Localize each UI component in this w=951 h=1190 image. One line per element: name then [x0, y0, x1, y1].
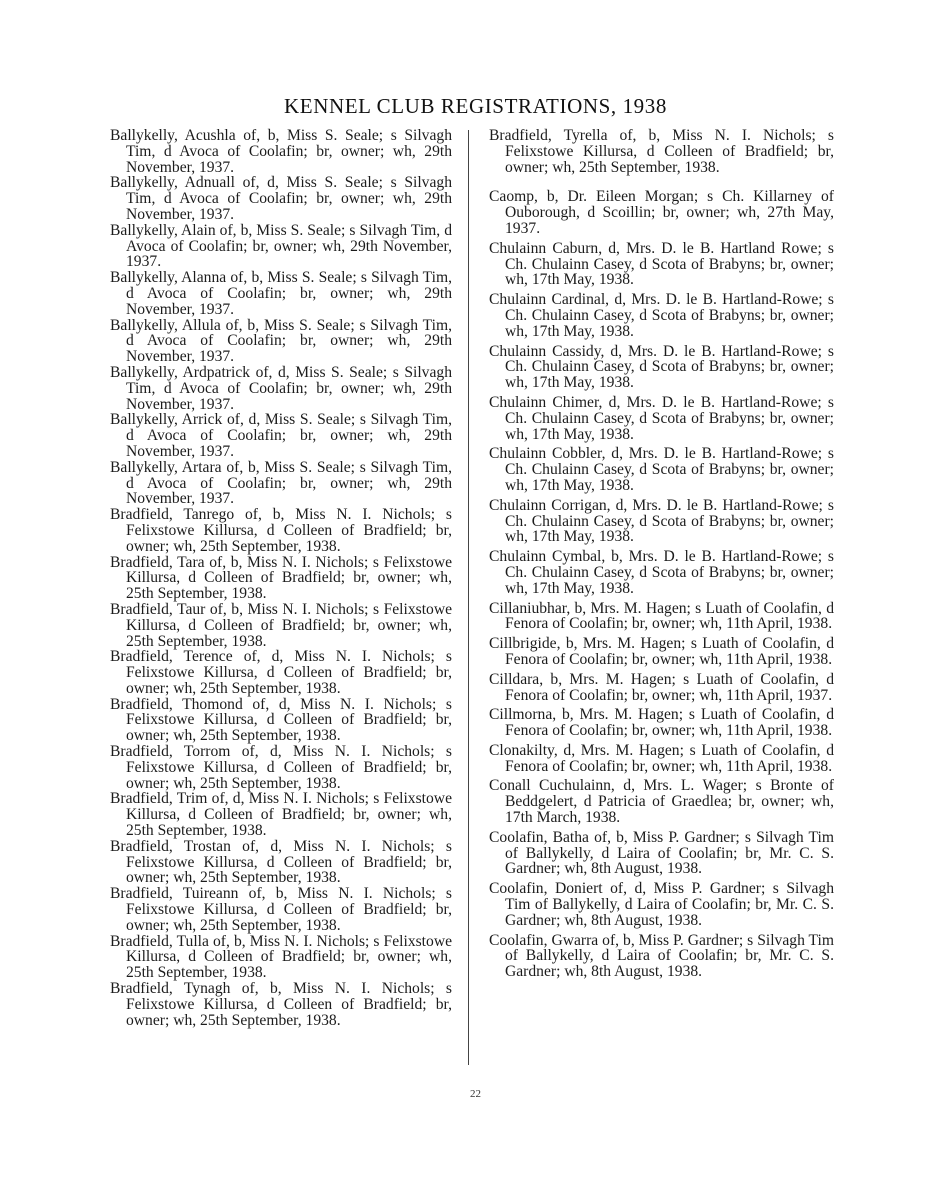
page-title: KENNEL CLUB REGISTRATIONS, 1938 [284, 94, 667, 118]
registration-entry: Chulainn Chimer, d, Mrs. D. le B. Hartland-Rowe; s Ch. Chulainn Casey, d Scota of Brabyns; br, owner; wh, 17th May, 1938. [489, 393, 834, 443]
registration-entry: Ballykelly, Artara of, b, Miss S. Seale; s Silvagh Tim, d Avoca of Coolafin; br, owner; wh, 29th November, 1937. [110, 458, 452, 508]
registration-entry: Chulainn Cassidy, d, Mrs. D. le B. Hartland-Rowe; s Ch. Chulainn Casey, d Scota of Brabyns; br, owner; wh, 17th May, 1938. [489, 342, 834, 392]
left-column [110, 128, 452, 1028]
registration-entry: Cillaniubhar, b, Mrs. M. Hagen; s Luath of Coolafin, d Fenora of Coolafin; br, owner; wh, 11th April, 1938. [489, 599, 834, 633]
registration-entry: Chulainn Caburn, d, Mrs. D. le B. Hartland Rowe; s Ch. Chulainn Casey, d Scota of Brabyns; br, owner; wh, 17th May, 1938. [489, 239, 834, 289]
registration-entry: Bradfield, Tyrella of, b, Miss N. I. Nichols; s Felixstowe Killursa, d Colleen of Bradfield; br, owner; wh, 25th September, 1938. [489, 127, 834, 176]
registration-entry: Coolafin, Gwarra of, b, Miss P. Gardner; s Silvagh Tim of Ballykelly, d Laira of Coolafin; br, Mr. C. S. Gardner; wh, 8th August, 1938. [489, 931, 834, 981]
registration-entry: Bradfield, Tanrego of, b, Miss N. I. Nichols; s Felixstowe Killursa, d Colleen of Bradfield; br, owner; wh, 25th September, 1938. [110, 506, 452, 555]
right-column [489, 128, 834, 984]
registration-entry: Bradfield, Tara of, b, Miss N. I. Nichols; s Felixstowe Killursa, d Colleen of Bradfield; br, owner; wh, 25th September, 1938. [110, 553, 452, 603]
registration-entry: Chulainn Corrigan, d, Mrs. D. le B. Hartland-Rowe; s Ch. Chulainn Casey, d Scota of Brabyns; br, owner; wh, 17th May, 1938. [489, 496, 834, 546]
registration-entry: Bradfield, Thomond of, d, Miss N. I. Nichols; s Felixstowe Killursa, d Colleen of Bradfield; br, owner; wh, 25th September, 1938. [110, 695, 452, 745]
registration-entry: Bradfield, Torrom of, d, Miss N. I. Nichols; s Felixstowe Killursa, d Colleen of Bradfield; br, owner; wh, 25th September, 1938. [110, 743, 452, 792]
registration-entry: Chulainn Cymbal, b, Mrs. D. le B. Hartland-Rowe; s Ch. Chulainn Casey, d Scota of Brabyns; br, owner; wh, 17th May, 1938. [489, 548, 834, 597]
registration-entry: Ballykelly, Alain of, b, Miss S. Seale; s Silvagh Tim, d Avoca of Coolafin; br, owner; wh, 29th November, 1937. [110, 221, 452, 271]
registration-entry: Bradfield, Terence of, d, Miss N. I. Nichols; s Felixstowe Killursa, d Colleen of Bradfield; br, owner; wh, 25th September, 1938. [110, 648, 452, 697]
registration-entry: Bradfield, Trim of, d, Miss N. I. Nichols; s Felixstowe Killursa, d Colleen of Bradfield; br, owner; wh, 25th September, 1938. [110, 790, 452, 840]
page-number: 22 [470, 1088, 481, 1100]
registration-entry: Chulainn Cardinal, d, Mrs. D. le B. Hartland-Rowe; s Ch. Chulainn Casey, d Scota of Brabyns; br, owner; wh, 17th May, 1938. [489, 291, 834, 340]
registration-entry: Chulainn Cobbler, d, Mrs. D. le B. Hartland-Rowe; s Ch. Chulainn Casey, d Scota of Brabyns; br, owner; wh, 17th May, 1938. [489, 445, 834, 494]
registration-entry: Ballykelly, Arrick of, d, Miss S. Seale; s Silvagh Tim, d Avoca of Coolafin; br, owner; wh, 29th November, 1937. [110, 411, 452, 460]
registration-entry: Cillmorna, b, Mrs. M. Hagen; s Luath of Coolafin, d Fenora of Coolafin; br, owner; wh, 11th April, 1938. [489, 706, 834, 740]
registration-entry: Bradfield, Tulla of, b, Miss N. I. Nichols; s Felixstowe Killursa, d Colleen of Bradfield; br, owner; wh, 25th September, 1938. [110, 932, 452, 982]
registration-entry: Bradfield, Taur of, b, Miss N. I. Nichols; s Felixstowe Killursa, d Colleen of Bradfield; br, owner; wh, 25th September, 1938. [110, 600, 452, 650]
registration-entry: Ballykelly, Adnuall of, d, Miss S. Seale; s Silvagh Tim, d Avoca of Coolafin; br, owner; wh, 29th November, 1937. [110, 174, 452, 223]
registration-entry: Bradfield, Tynagh of, b, Miss N. I. Nichols; s Felixstowe Killursa, d Colleen of Bradfield; br, owner; wh, 25th September, 1938. [110, 980, 452, 1029]
registration-entry: Coolafin, Doniert of, d, Miss P. Gardner; s Silvagh Tim of Ballykelly, d Laira of Coolafin; br, Mr. C. S. Gardner; wh, 8th August, 1938. [489, 880, 834, 929]
registration-entry: Conall Cuchulainn, d, Mrs. L. Wager; s Bronte of Beddgelert, d Patricia of Graedlea; br, owner; wh, 17th March, 1938. [489, 777, 834, 827]
registration-entry: Ballykelly, Acushla of, b, Miss S. Seale; s Silvagh Tim, d Avoca of Coolafin; br, owner; wh, 29th November, 1937. [110, 127, 452, 176]
registration-entry: Bradfield, Tuireann of, b, Miss N. I. Nichols; s Felixstowe Killursa, d Colleen of Bradfield; br, owner; wh, 25th September, 1938. [110, 885, 452, 934]
registration-entry: Bradfield, Trostan of, d, Miss N. I. Nichols; s Felixstowe Killursa, d Colleen of Bradfield; br, owner; wh, 25th September, 1938. [110, 837, 452, 887]
registration-entry: Coolafin, Batha of, b, Miss P. Gardner; s Silvagh Tim of Ballykelly, d Laira of Coolafin; br, Mr. C. S. Gardner; wh, 8th August, 1938. [489, 828, 834, 878]
registration-entry: Cilldara, b, Mrs. M. Hagen; s Luath of Coolafin, d Fenora of Coolafin; br, owner; wh, 11th April, 1937. [489, 670, 834, 704]
registration-entry: Ballykelly, Allula of, b, Miss S. Seale; s Silvagh Tim, d Avoca of Coolafin; br, owner; wh, 29th November, 1937. [110, 316, 452, 366]
registration-entry: Clonakilty, d, Mrs. M. Hagen; s Luath of Coolafin, d Fenora of Coolafin; br, owner; wh, 11th April, 1938. [489, 741, 834, 775]
registration-entry: Cillbrigide, b, Mrs. M. Hagen; s Luath of Coolafin, d Fenora of Coolafin; br, owner; wh, 11th April, 1938. [489, 635, 834, 668]
registration-entry: Ballykelly, Alanna of, b, Miss S. Seale; s Silvagh Tim, d Avoca of Coolafin; br, owner; wh, 29th November, 1937. [110, 269, 452, 318]
column-divider [468, 130, 469, 1065]
registration-entry: Caomp, b, Dr. Eileen Morgan; s Ch. Killarney of Ouborough, d Scoillin; br, owner; wh, 27th May, 1937. [489, 188, 834, 237]
registration-entry: Ballykelly, Ardpatrick of, d, Miss S. Seale; s Silvagh Tim, d Avoca of Coolafin; br, owner; wh, 29th November, 1937. [110, 363, 452, 413]
